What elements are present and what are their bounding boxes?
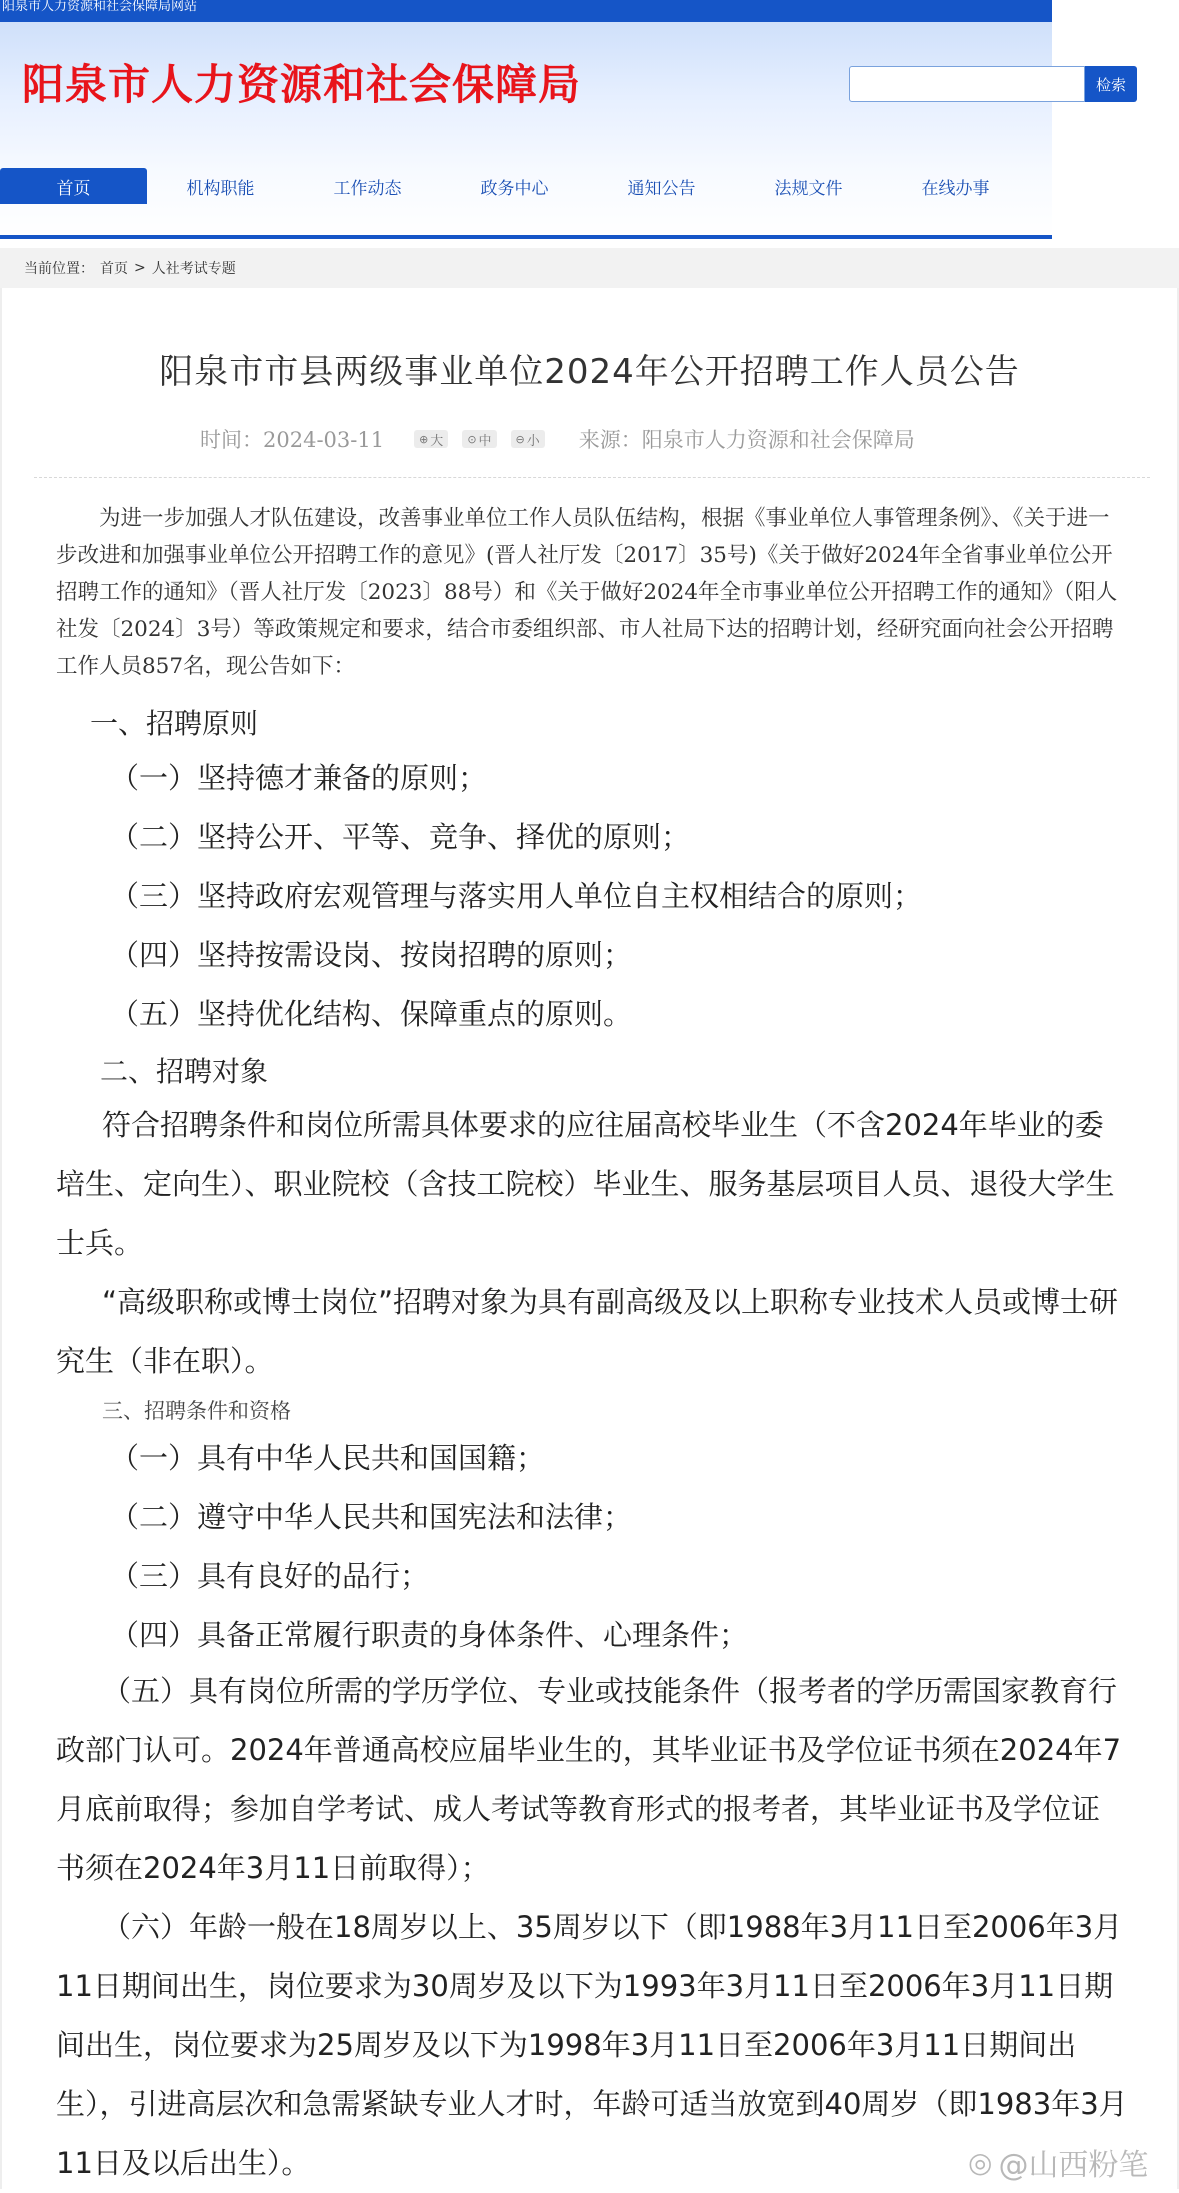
breadcrumb-prefix: 当前位置： (24, 261, 94, 277)
source-value: 阳泉市人力资源和社会保障局 (641, 428, 915, 452)
nav-item-notices[interactable]: 通知公告 (627, 178, 696, 199)
targets-paragraph: 符合招聘条件和岗位所需具体要求的应往届高校毕业生（不含2024年毕业的委培生、定向生）、职业院校（含技工院校）毕业生、服务基层项目人员、退役大学生士兵。 (56, 1108, 1115, 1260)
search-button[interactable]: 检索 (1085, 66, 1137, 102)
intro-paragraph: 为进一步加强人才队伍建设，改善事业单位工作人员队伍结构，根据《事业单位人事管理条例》、《关于进一步改进和加强事业单位公开招聘工作的意见》(晋人社厅发〔2017〕35号)《关于做好2024年全省事业单位公开招聘工作的通知》（晋人社厅发〔2023〕88号）和《关于做好2024年全市事业单位公开招聘工作的通知》（阳人社发〔2024〕3号）等政策规定和要求，结合市委组织部、市人社局下达的招聘计划，经研究面向社会公开招聘工作人员857名，现公告如下： (56, 506, 1118, 679)
section-heading-conditions: 三、招聘条件和资格 (102, 1399, 291, 1423)
content-frame-left (0, 288, 2, 2189)
font-size-large-button[interactable] (414, 430, 448, 448)
condition-item: （四）具备正常履行职责的身体条件、心理条件； (110, 1618, 749, 1652)
nav-item-online-services[interactable]: 在线办事 (921, 178, 990, 199)
font-size-large-label: 大 (430, 433, 444, 449)
weibo-icon: ◎ (968, 2145, 993, 2179)
font-size-medium-label: 中 (478, 433, 492, 449)
breadcrumb-home-link[interactable]: 首页 (100, 261, 128, 277)
nav-item-home[interactable]: 首页 (0, 168, 147, 204)
condition-item: （一）具有中华人民共和国国籍； (110, 1441, 546, 1475)
watermark (968, 2140, 1148, 2184)
principle-item: （二）坚持公开、平等、竞争、择优的原则； (110, 820, 691, 854)
article-meta (200, 424, 915, 454)
principle-item: （三）坚持政府宏观管理与落实用人单位自主权相结合的原则； (110, 879, 923, 913)
site-header (0, 22, 1126, 237)
search-input[interactable] (849, 66, 1085, 102)
nav-item-regulations[interactable]: 法规文件 (774, 178, 843, 199)
font-size-small-button[interactable] (511, 430, 545, 448)
breadcrumb-separator: > (134, 260, 146, 276)
site-topbar: 阳泉市人力资源和社会保障局网站 (0, 0, 1052, 22)
header-divider (0, 235, 1052, 239)
site-title[interactable]: 阳泉市人力资源和社会保障局 (22, 60, 582, 109)
nav-item-news[interactable]: 工作动态 (333, 178, 402, 199)
publish-time (200, 424, 384, 454)
main-nav (0, 168, 1052, 204)
time-value: 2024-03-11 (263, 428, 385, 452)
nav-item-organization[interactable]: 机构职能 (186, 178, 255, 199)
time-label: 时间： (200, 428, 263, 452)
zoom-in-icon: ⊕ (419, 432, 429, 446)
senior-title-paragraph: “高级职称或博士岗位”招聘对象为具有副高级及以上职称专业技术人员或博士研究生（非在职）。 (56, 1285, 1119, 1378)
meta-divider (34, 477, 1150, 478)
condition-age-paragraph: （六）年龄一般在18周岁以上、35周岁以下（即1988年3月11日至2006年3月11日期间出生，岗位要求为30周岁及以下为1993年3月11日至2006年3月11日期间出生，岗位要求为25周岁及以下为1998年3月11日至2006年3月11日期间出生），引进高层次和急需紧缺专业人才时，年龄可适当放宽到40周岁（即1983年3月11日及以后出生）。 (56, 1910, 1128, 2180)
watermark-text: @山西粉笔 (998, 2148, 1149, 2183)
nav-item-government-affairs[interactable]: 政务中心 (480, 178, 549, 199)
section-heading-principles: 一、招聘原则 (90, 707, 259, 740)
article-title: 阳泉市市县两级事业单位2024年公开招聘工作人员公告 (159, 352, 1020, 392)
condition-education-paragraph: （五）具有岗位所需的学历学位、专业或技能条件（报考者的学历需国家教育行政部门认可。2024年普通高校应届毕业生的，其毕业证书及学位证书须在2024年7月底前取得；参加自学考试、成人考试等教育形式的报考者，其毕业证书及学位证书须在2024年3月11日前取得）； (56, 1674, 1122, 1885)
source-label: 来源： (578, 428, 642, 452)
article-source (579, 424, 915, 454)
zoom-reset-icon: ⊙ (467, 432, 477, 446)
condition-item: （二）遵守中华人民共和国宪法和法律； (110, 1500, 633, 1534)
zoom-out-icon: ⊖ (515, 432, 525, 446)
condition-item: （三）具有良好的品行； (110, 1559, 430, 1593)
font-size-medium-button[interactable] (462, 430, 496, 448)
breadcrumb-current-link[interactable]: 人社考试专题 (151, 261, 236, 277)
font-size-small-label: 小 (526, 433, 540, 449)
breadcrumb (0, 248, 1179, 288)
section-heading-targets: 二、招聘对象 (100, 1055, 269, 1088)
principle-item: （四）坚持按需设岗、按岗招聘的原则； (110, 938, 633, 972)
principle-item: （一）坚持德才兼备的原则； (110, 761, 488, 795)
principle-item: （五）坚持优化结构、保障重点的原则。 (110, 997, 633, 1031)
